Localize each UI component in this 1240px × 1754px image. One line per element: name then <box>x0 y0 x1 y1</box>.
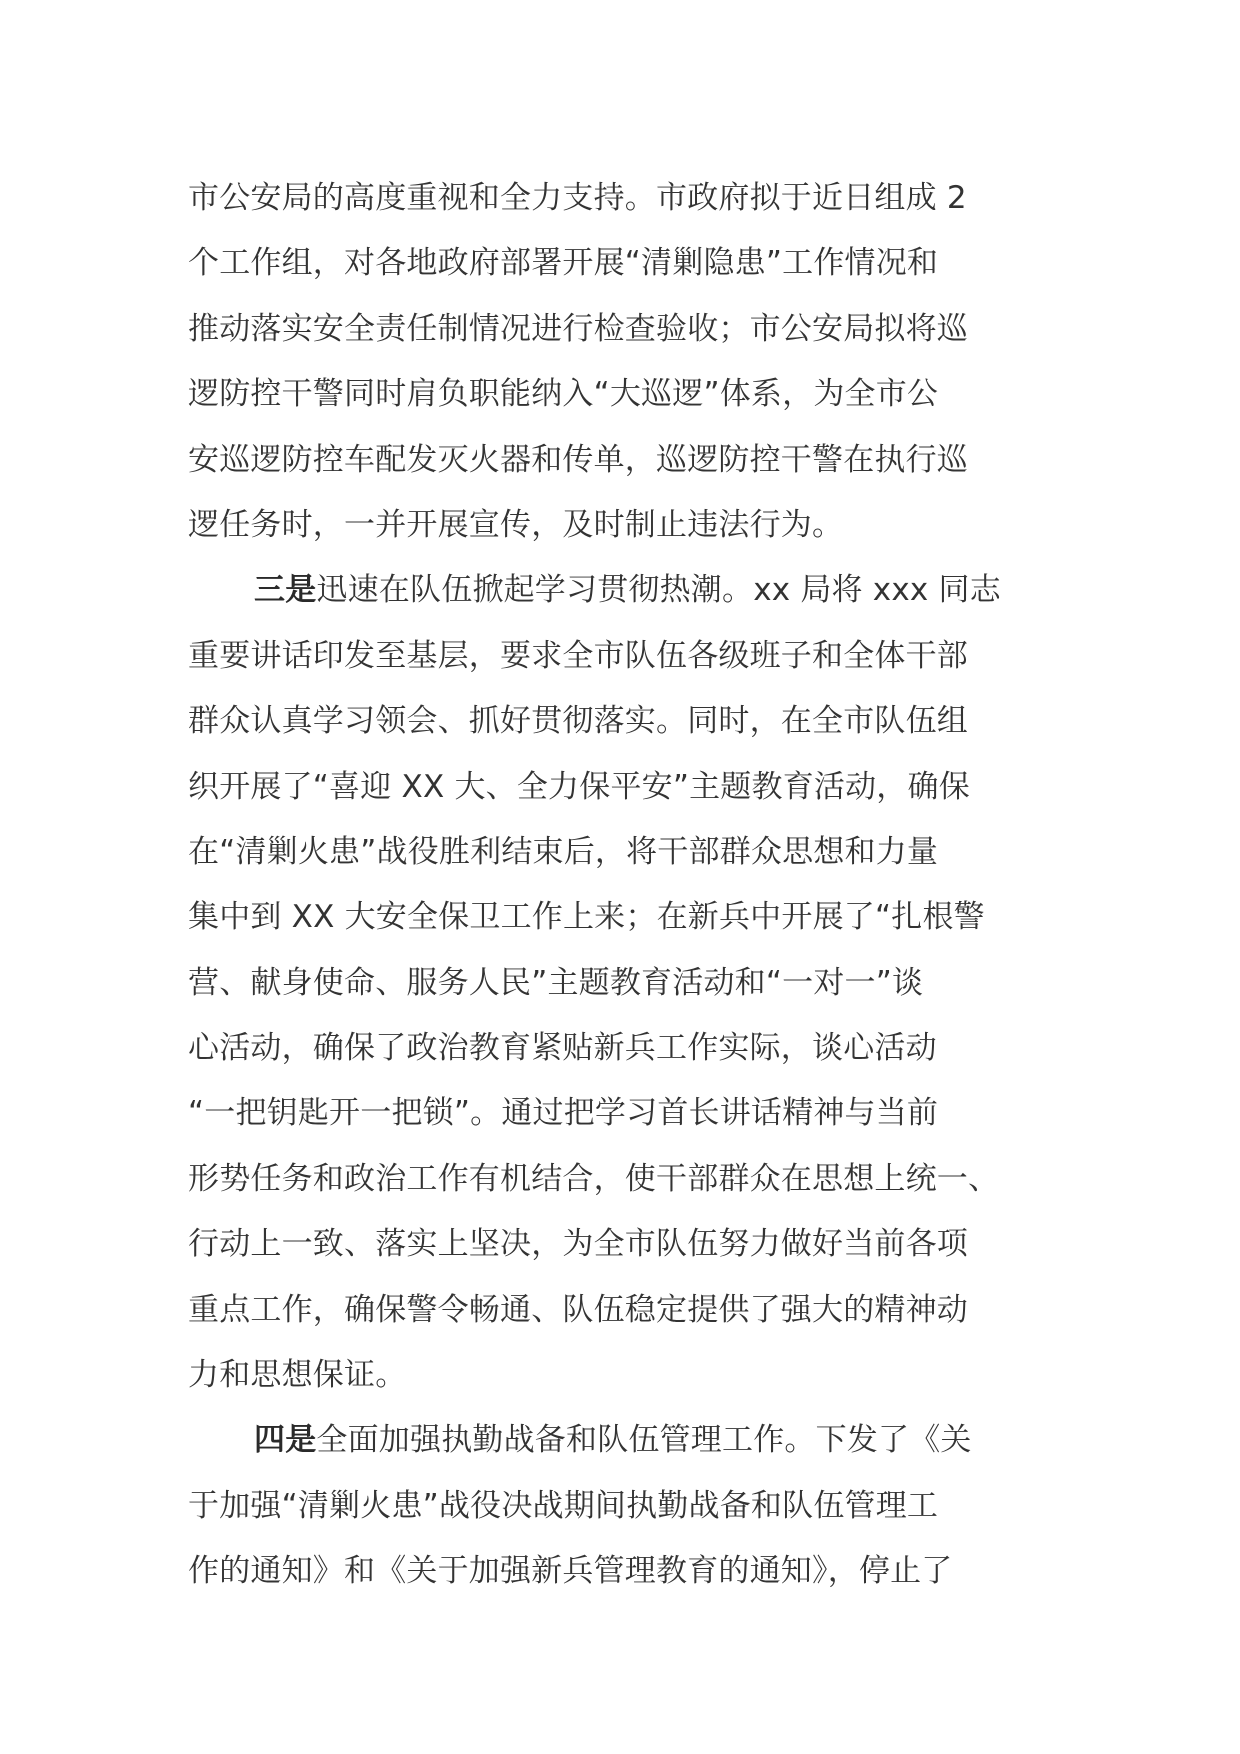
paragraph-four <box>188 1408 1068 1604</box>
text-line: 逻防控干警同时肩负职能纳入“大巡逻”体系，为全市公 <box>188 376 939 413</box>
text-line: 安巡逻防控车配发灭火器和传单，巡逻防控干警在执行巡 <box>188 441 968 478</box>
text-line: 群众认真学习领会、抓好贯彻落实。同时，在全市队伍组 <box>188 703 968 740</box>
text-span: 迅速在队伍掀起学习贯彻热潮。xx 局将 xxx 同志 <box>316 572 1001 609</box>
text-line: 个工作组，对各地政府部署开展“清剿隐患”工作情况和 <box>188 245 939 282</box>
text-line: 市公安局的高度重视和全力支持。市政府拟于近日组成 2 <box>188 180 967 216</box>
text-line: 重点工作，确保警令畅通、队伍稳定提供了强大的精神动 <box>188 1291 968 1328</box>
text-line: “一把钥匙开一把锁”。通过把学习首长讲话精神与当前 <box>188 1095 939 1132</box>
text-span: 全面加强执勤战备和队伍管理工作。下发了《关 <box>316 1422 972 1459</box>
document-page <box>188 166 1068 1605</box>
text-line: 重要讲话印发至基层，要求全市队伍各级班子和全体干部 <box>188 637 968 674</box>
paragraph-continued <box>188 166 1068 558</box>
text-line <box>188 1408 1068 1473</box>
text-line: 形势任务和政治工作有机结合，使干部群众在思想上统一、 <box>188 1160 1000 1197</box>
paragraph-lead: 四是 <box>254 1422 317 1459</box>
text-line: 集中到 XX 大安全保卫工作上来；在新兵中开展了“扎根警 <box>188 899 985 936</box>
paragraph-three <box>188 558 1068 1408</box>
text-line: 逻任务时，一并开展宣传，及时制止违法行为。 <box>188 506 844 543</box>
text-line: 营、献身使命、服务人民”主题教育活动和“一对一”谈 <box>188 964 924 1001</box>
text-line <box>188 558 1068 623</box>
text-line: 在“清剿火患”战役胜利结束后，将干部群众思想和力量 <box>188 833 939 870</box>
text-line: 心活动，确保了政治教育紧贴新兵工作实际，谈心活动 <box>188 1030 937 1067</box>
text-line: 织开展了“喜迎 XX 大、全力保平安”主题教育活动，确保 <box>188 768 970 805</box>
text-line: 行动上一致、落实上坚决，为全市队伍努力做好当前各项 <box>188 1226 968 1263</box>
text-line: 于加强“清剿火患”战役决战期间执勤战备和队伍管理工 <box>188 1487 939 1524</box>
paragraph-lead: 三是 <box>254 572 317 609</box>
text-line: 力和思想保证。 <box>188 1357 407 1394</box>
text-line: 推动落实安全责任制情况进行检查验收；市公安局拟将巡 <box>188 310 968 347</box>
text-line: 作的通知》和《关于加强新兵管理教育的通知》，停止了 <box>188 1553 953 1590</box>
